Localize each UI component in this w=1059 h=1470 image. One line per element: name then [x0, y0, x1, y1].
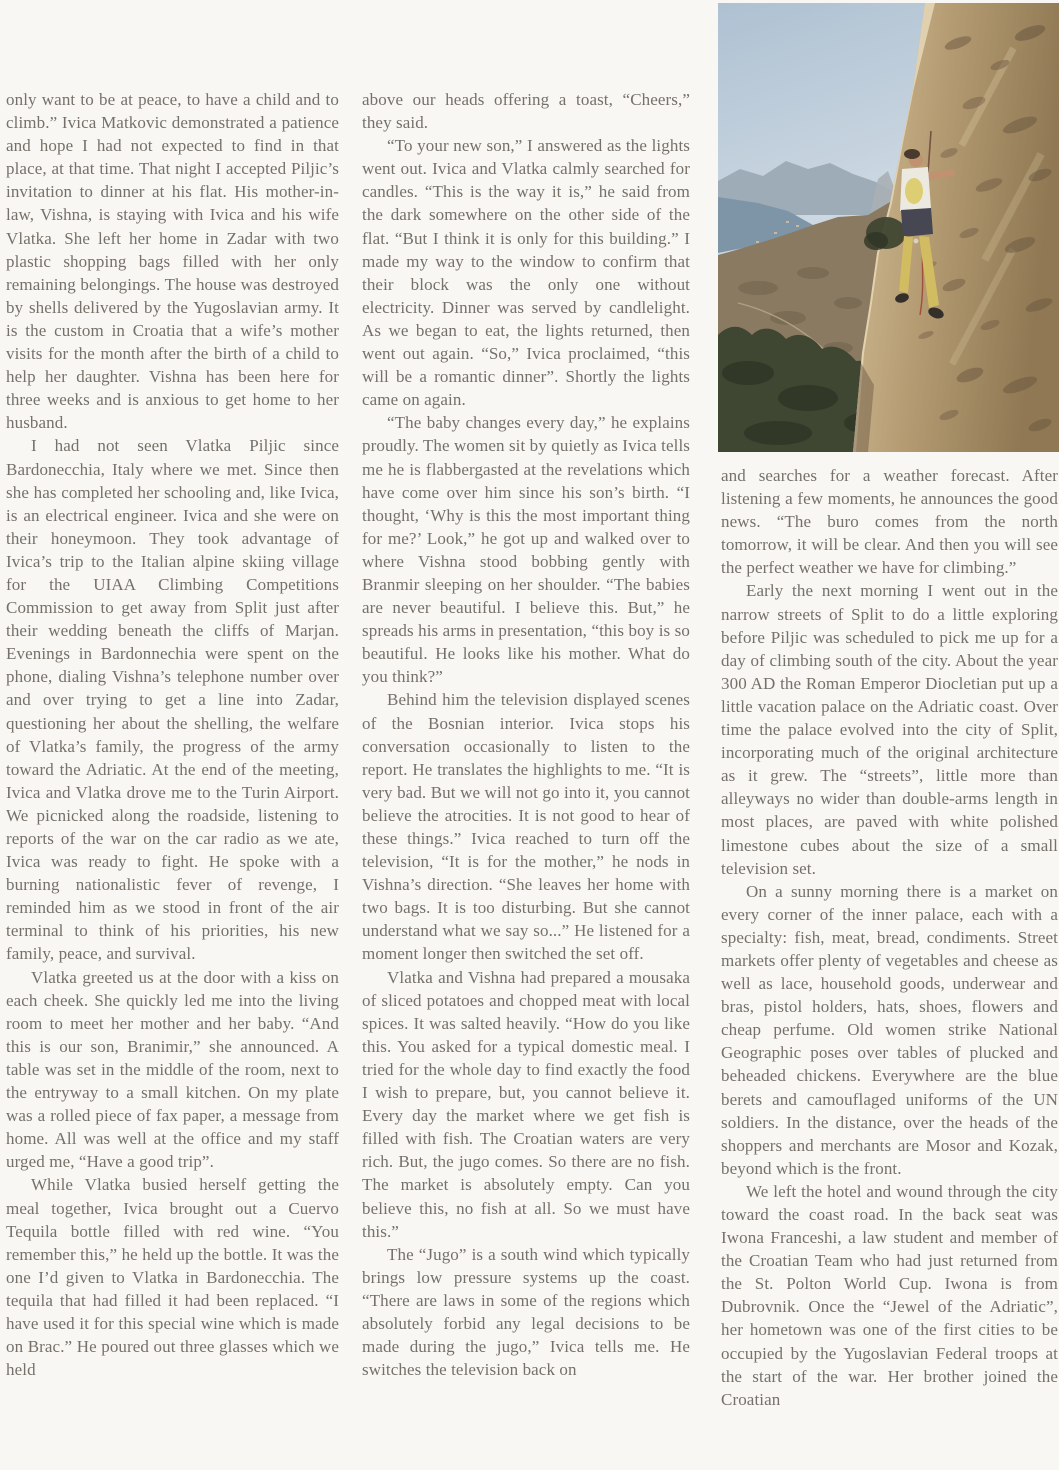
harness-gear [914, 239, 919, 244]
article-paragraph: only want to be at peace, to have a child and to climb.” Ivica Matkovic demonstrated a patience and hope I had not expected to find in that place, at that time. That night I accepted Piljic’s invitation to dinner at his flat. His mother-in-law, Vishna, is staying with Ivica and his wife Vlatka. She left her home in Zadar with two plastic shopping bags filled with her only remaining belongings. The house was destroyed by shells delivered by the Yugoslavian army. It is the custom in Croatia that a wife’s mother visits for the month after the birth of a child to help her daughter. Vishna has been here for three weeks and is anxious to get home to her husband. [6, 90, 339, 433]
climber-photo-illustration [718, 3, 1059, 452]
article-column-1 [6, 88, 339, 1470]
article-column-3 [721, 464, 1058, 1470]
article-paragraph: Vlatka greeted us at the door with a kiss on each cheek. She quickly led me into the living room to meet her mother and her baby. “And this is our son, Branimir,” she announced. A table was set in the middle of the room, next to the entryway to a small kitchen. On my plate was a rolled piece of fax paper, a message from home. All was well at the office and my staff urged me, “Have a good trip”. [6, 967, 339, 1172]
article-paragraph: Early the next morning I went out in the narrow streets of Split to do a little exploring before Piljic was scheduled to pick me up for a day of climbing south of the city. About the year 300 AD the Roman Emperor Diocletian put up a little vacation palace on the Adriatic coast. Over time the palace evolved into the city of Split, incorporating much of the original architecture as it grew. The “streets”, little more than alleyways no wider than double-arms length in most places, are paved with white polished limestone cubes about the size of a small television set. [721, 581, 1058, 878]
article-paragraph: Vlatka and Vishna had prepared a mousaka of sliced potatoes and chopped meat with local spices. It was salted heavily. “How do you like this. You asked for a typical domestic meal. I tried for the whole day to find exactly the food I wish to prepare, but, you cannot believe it. Every day the market where we get fish is filled with fish. The Croatian waters are very rich. But, the jugo comes. So there are no fish. The market is absolutely empty. Can you believe this, no fish at all. So we must have this.” [362, 967, 690, 1241]
article-column-2 [362, 88, 690, 1470]
article-paragraph: The “Jugo” is a south wind which typically brings low pressure systems up the coast. “There are laws in some of the regions which absolutely forbid any legal decisions to be made during the jugo,” Ivica tells me. He switches the television back on [362, 1244, 690, 1380]
article-paragraph: We left the hotel and wound through the city toward the coast road. In the back seat was Iwona Franceshi, a law student and member of the Croatian Team who had just returned from the St. Polton World Cup. Iwona is from Dubrovnik. Once the “Jewel of the Adriatic”, her hometown was one of the first cities to be occupied by the Yugoslavian Federal troops at the start of the war. Her brother joined the Croatian [721, 1181, 1058, 1409]
article-paragraph: and searches for a weather forecast. After listening a few moments, he announces the good news. “The buro comes from the north tomorrow, it will be clear. And then you will see the perfect weather we have for climbing.” [721, 466, 1058, 578]
climber-harness [901, 208, 933, 237]
article-paragraph: On a sunny morning there is a market on every corner of the inner palace, each with a specialty: fish, meat, bread, condiments. Street markets offer plenty of vegetables and cheese as well as lace, household goods, underwear and bras, pistol holders, hats, shoes, flowers and cheap perfume. Old women strike National Geographic poses over tables of plucked and beheaded chickens. Everywhere are the blue berets and camouflaged uniforms of the UN soldiers. In the distance, over the heads of the shoppers and merchants are Mosor and Kozak, beyond which is the front. [721, 881, 1058, 1178]
climber-hair [904, 149, 920, 159]
article-paragraph: While Vlatka busied herself getting the meal together, Ivica brought out a Cuervo Tequila bottle filled with red wine. “You remember this,” he held up the bottle. It was the one I’d given to Vlatka in Bardonecchia. The tequila that had filled it had been replaced. “I have used it for this special wine which is made on Brac.” He poured out three glasses which we held [6, 1175, 339, 1380]
article-paragraph: Behind him the television displayed scenes of the Bosnian interior. Ivica stops his conversation occasionally to listen to the report. He translates the highlights to me. “It is very bad. But we will not go into it, you cannot believe the atrocities. It is not good to hear of these things.” Ivica reached to turn off the television, “It is for the mother,” he nods in Vishna’s direction. “She leaves her home with two bags. It is too disturbing. But she cannot understand what we say so...” He listened for a moment longer then switched the set off. [362, 690, 690, 964]
article-paragraph: above our heads offering a toast, “Cheers,” they said. [362, 90, 690, 133]
article-paragraph: I had not seen Vlatka Piljic since Bardonecchia, Italy where we met. Since then she has completed her schooling and, like Ivica, is an electrical engineer. Ivica and she were on their honeymoon. They took advantage of Ivica’s trip to the Italian alpine skiing village for the UIAA Climbing Competitions Commission to get away from Split just after their wedding beneath the cliffs of Marjan. Evenings in Bardonnechia were spent on the phone, dialing Vishna’s telephone number over and over trying to get a line into Zadar, questioning her about the shelling, the welfare of Vlatka’s family, the progress of the army toward the Adriatic. At the end of the meeting, Ivica and Vlatka drove me to the Turin Airport. We picnicked along the roadside, listening to reports of the war on the car radio as we ate, Ivica was ready to fight. He spoke with a burning nationalistic fever of revenge, I reminded him as we stood in front of the air terminal to think of his priorities, his new family, peace, and survival. [6, 436, 339, 964]
shirt-pattern [905, 178, 923, 204]
climber-photo [718, 3, 1059, 452]
article-paragraph: “The baby changes every day,” he explains proudly. The women sit by quietly as Ivica tells me he is flabbergasted at the revelations which have come over him since his son’s birth. “I thought, ‘Why is this the most important thing for me?’ Look,” he got up and walked over to where Vishna stood bobbing gently with Branmir sleeping on her shoulder. “The babies are never beautiful. I believe this. But,” he spreads his arms in presentation, “this boy is so beautiful. He looks like his mother. What do you think?” [362, 413, 690, 687]
article-paragraph: “To your new son,” I answered as the lights went out. Ivica and Vlatka calmly searched for candles. “This is the way it is,” he said from the dark somewhere on the other side of the flat. “But I think it is only for this building.” I made my way to the window to confirm that their block was the only one without electricity. Dinner was served by candlelight. As we began to eat, the lights returned, then went out again. “So,” Ivica proclaimed, “this will be a romantic dinner”. Shortly the lights came on again. [362, 136, 690, 410]
